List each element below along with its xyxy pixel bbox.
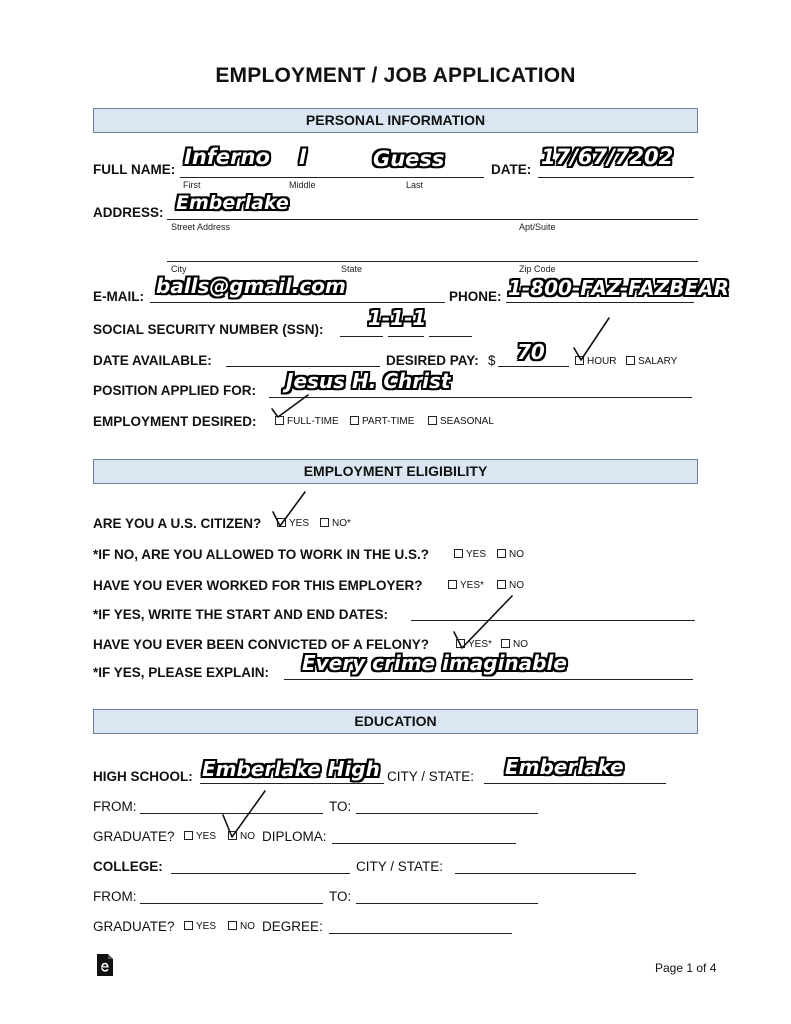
hs-graduate-no-label: NO xyxy=(240,831,255,842)
allowed-no-checkbox[interactable] xyxy=(497,549,506,558)
degree-line[interactable] xyxy=(329,933,512,934)
apt-sublabel: Apt/Suite xyxy=(519,222,556,232)
college-graduate-no-option[interactable] xyxy=(228,921,255,932)
desired-pay-label: DESIRED PAY: xyxy=(386,353,479,368)
citizen-label: ARE YOU A U.S. CITIZEN? xyxy=(93,516,262,531)
hs-graduate-no-checkmark-icon xyxy=(221,789,267,841)
worked-yes-label: YES* xyxy=(460,580,484,591)
college-city-state-label: CITY / STATE: xyxy=(356,859,444,874)
phone-entry[interactable]: 1-800-FAZ-FAZBEAR xyxy=(508,276,730,300)
street-address-line[interactable] xyxy=(167,219,698,220)
position-label: POSITION APPLIED FOR: xyxy=(93,383,257,398)
full-name-line[interactable] xyxy=(180,177,484,178)
explain-label: *IF YES, PLEASE EXPLAIN: xyxy=(93,665,270,680)
date-available-label: DATE AVAILABLE: xyxy=(93,353,212,368)
first-name-entry[interactable]: Inferno xyxy=(184,145,270,169)
date-line[interactable] xyxy=(538,177,694,178)
college-graduate-no-label: NO xyxy=(240,921,255,932)
college-city-state-line[interactable] xyxy=(455,873,636,874)
part-time-label: PART-TIME xyxy=(362,416,415,427)
dollar-sign: $ xyxy=(488,353,496,368)
diploma-label: DIPLOMA: xyxy=(262,829,327,844)
hs-graduate-yes-label: YES xyxy=(196,831,217,842)
college-to-line[interactable] xyxy=(356,903,538,904)
city-sublabel: City xyxy=(171,264,187,274)
employment-desired-label: EMPLOYMENT DESIRED: xyxy=(93,414,257,429)
hs-city-state-line[interactable] xyxy=(484,783,666,784)
college-graduate-yes-checkbox[interactable] xyxy=(184,921,193,930)
salary-checkbox[interactable] xyxy=(626,356,635,365)
hour-label: HOUR xyxy=(587,356,617,367)
full-name-label: FULL NAME: xyxy=(93,162,176,177)
desired-pay-line[interactable] xyxy=(498,366,569,367)
ssn-line-1[interactable] xyxy=(340,336,383,337)
last-name-entry[interactable]: Guess xyxy=(373,147,445,171)
form-title: EMPLOYMENT / JOB APPLICATION xyxy=(215,64,576,87)
worked-yes-option[interactable] xyxy=(448,580,484,591)
hs-city-state-entry[interactable]: Emberlake xyxy=(505,755,624,779)
part-time-checkbox[interactable] xyxy=(350,416,359,425)
college-graduate-label: GRADUATE? xyxy=(93,919,175,934)
ssn-line-3[interactable] xyxy=(429,336,472,337)
high-school-label: HIGH SCHOOL: xyxy=(93,769,193,784)
college-graduate-no-checkbox[interactable] xyxy=(228,921,237,930)
citizen-yes-label: YES xyxy=(289,518,310,529)
ssn-label: SOCIAL SECURITY NUMBER (SSN): xyxy=(93,322,324,337)
college-to-label: TO: xyxy=(329,889,352,904)
hs-graduate-yes-checkbox[interactable] xyxy=(184,831,193,840)
last-sublabel: Last xyxy=(406,180,424,190)
ssn-entry[interactable]: 1-1-1 xyxy=(368,306,427,330)
salary-label: SALARY xyxy=(638,356,678,367)
start-end-label: *IF YES, WRITE THE START AND END DATES: xyxy=(93,607,389,622)
worked-before-label: HAVE YOU EVER WORKED FOR THIS EMPLOYER? xyxy=(93,578,423,593)
street-entry[interactable]: Emberlake xyxy=(176,192,289,214)
middle-sublabel: Middle xyxy=(289,180,316,190)
felony-yes-label: YES* xyxy=(468,639,492,650)
allowed-yes-label: YES xyxy=(466,549,487,560)
college-graduate-yes-option[interactable] xyxy=(184,921,216,932)
pay-entry[interactable]: 70 xyxy=(517,340,545,364)
college-from-line[interactable] xyxy=(140,903,323,904)
hs-to-label: TO: xyxy=(329,799,352,814)
seasonal-label: SEASONAL xyxy=(440,416,494,427)
hs-from-label: FROM: xyxy=(93,799,137,814)
email-line[interactable] xyxy=(150,302,445,303)
email-label: E-MAIL: xyxy=(93,289,144,304)
allowed-work-label: *IF NO, ARE YOU ALLOWED TO WORK IN THE U.S.? xyxy=(93,547,430,562)
city-state-zip-line[interactable] xyxy=(167,261,698,262)
college-label: COLLEGE: xyxy=(93,859,163,874)
section-education: EDUCATION xyxy=(93,709,698,734)
full-time-label: FULL-TIME xyxy=(287,416,339,427)
ssn-line-2[interactable] xyxy=(388,336,424,337)
allowed-yes-checkbox[interactable] xyxy=(454,549,463,558)
felony-no-label: NO xyxy=(513,639,528,650)
phone-label: PHONE: xyxy=(449,289,502,304)
degree-label: DEGREE: xyxy=(262,919,323,934)
seasonal-option[interactable] xyxy=(428,416,494,427)
middle-name-entry[interactable]: I xyxy=(299,145,307,169)
part-time-option[interactable] xyxy=(350,416,414,427)
allowed-no-option[interactable] xyxy=(497,549,524,560)
date-entry[interactable]: 17/67/7202 xyxy=(541,145,674,169)
worked-yes-checkbox[interactable] xyxy=(448,580,457,589)
high-school-entry[interactable]: Emberlake High xyxy=(202,757,380,781)
zip-sublabel: Zip Code xyxy=(519,264,556,274)
seasonal-checkbox[interactable] xyxy=(428,416,437,425)
college-graduate-yes-label: YES xyxy=(196,921,217,932)
hs-graduate-yes-option[interactable] xyxy=(184,831,216,842)
worked-no-option[interactable] xyxy=(497,580,524,591)
citizen-no-checkbox[interactable] xyxy=(320,518,329,527)
email-entry[interactable]: balls@gmail.com xyxy=(156,274,346,298)
allowed-yes-option[interactable] xyxy=(454,549,486,560)
pay-salary-option[interactable] xyxy=(626,356,677,367)
citizen-no-label: NO* xyxy=(332,518,351,529)
hs-to-line[interactable] xyxy=(356,813,538,814)
phone-line[interactable] xyxy=(506,302,694,303)
college-line[interactable] xyxy=(171,873,350,874)
hs-city-state-label: CITY / STATE: xyxy=(387,769,475,784)
explain-line[interactable] xyxy=(284,679,693,680)
state-sublabel: State xyxy=(341,264,363,274)
hs-graduate-label: GRADUATE? xyxy=(93,829,175,844)
explain-entry[interactable]: Every crime imaginable xyxy=(302,651,567,675)
position-entry[interactable]: Jesus H. Christ xyxy=(286,369,451,393)
worked-no-label: NO xyxy=(509,580,524,591)
date-label: DATE: xyxy=(491,162,532,177)
first-sublabel: First xyxy=(183,180,201,190)
document-e-icon xyxy=(96,953,114,977)
section-personal-information: PERSONAL INFORMATION xyxy=(93,108,698,133)
high-school-line[interactable] xyxy=(200,783,384,784)
address-label: ADDRESS: xyxy=(93,205,164,220)
citizen-yes-checkmark-icon xyxy=(271,490,310,530)
date-available-line[interactable] xyxy=(226,366,380,367)
diploma-line[interactable] xyxy=(332,843,516,844)
worked-no-checkbox[interactable] xyxy=(497,580,506,589)
hour-checkmark-icon xyxy=(572,316,612,366)
section-employment-eligibility: EMPLOYMENT ELIGIBILITY xyxy=(93,459,698,484)
street-sublabel: Street Address xyxy=(171,222,231,232)
position-line[interactable] xyxy=(269,397,692,398)
college-from-label: FROM: xyxy=(93,889,137,904)
full-time-checkmark-icon xyxy=(270,393,310,419)
felony-label: HAVE YOU EVER BEEN CONVICTED OF A FELONY? xyxy=(93,637,430,652)
felony-yes-checkmark-icon xyxy=(452,594,514,652)
allowed-no-label: NO xyxy=(509,549,524,560)
page-number: Page 1 of 4 xyxy=(655,961,717,975)
citizen-no-option[interactable] xyxy=(320,518,351,529)
